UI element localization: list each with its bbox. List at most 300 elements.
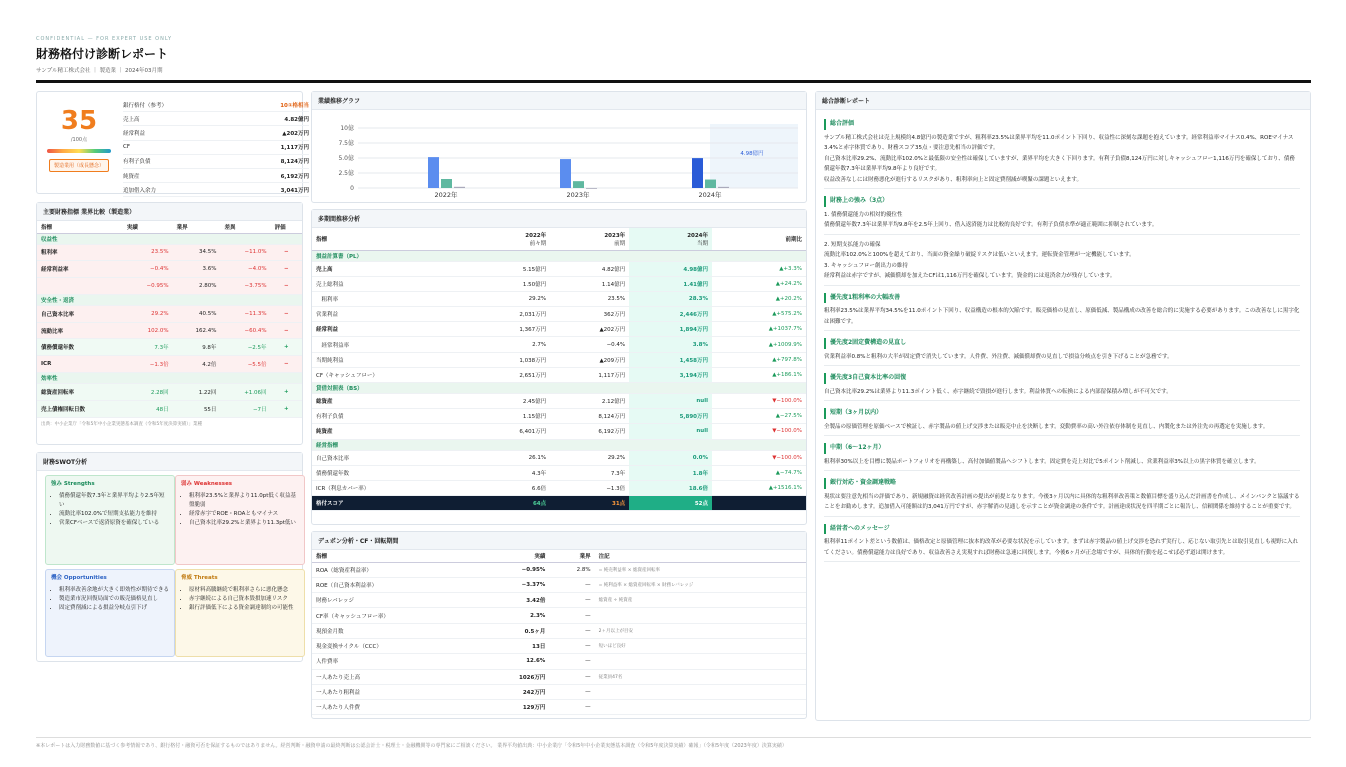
performance-chart-panel — [311, 91, 807, 203]
swot-threats-title: 脅威 Threats — [181, 575, 218, 581]
report-paragraph: 1. 債務償還能力の相対的優位性 — [824, 211, 903, 218]
table-cell: 財務レバレッジ — [312, 593, 479, 608]
report-section — [824, 196, 1300, 235]
table-cell: −2.5年 — [220, 339, 270, 356]
column-header: 業界 — [549, 550, 594, 562]
panel-title: 財務SWOT分析 — [37, 453, 302, 471]
table-row — [312, 394, 806, 409]
table-cell: 34.5% — [173, 244, 221, 261]
report-paragraph: 現状は要注意先相当の評価であり、新規融資は経営改善計画の提出が前提となります。今後3ヶ月以内に具体的な粗利率改善策と数値目標を盛り込んだ計画書を作成し、メインバンクと協議することをお勧めします。追加借入可能額は約3,041万円ですが、赤字解消の見通しを示すことが資金調達の条件です。計画達成状況を四半期ごとに報告し、信頼関係を維持することが重要です。 — [824, 493, 1300, 510]
swot-panel — [36, 452, 303, 662]
table-cell: −11.3% — [220, 305, 270, 322]
table-cell: 粗利率 — [312, 291, 471, 306]
metric-label: CF — [123, 144, 131, 151]
table-row — [312, 367, 806, 382]
panel-title: デュポン分析・CF・回転期間 — [312, 532, 806, 550]
section-label: 損益計算書（PL） — [312, 250, 806, 261]
metric-value: 3,041万円 — [280, 187, 309, 194]
table-row — [37, 294, 302, 305]
swot-opportunities-list — [51, 586, 169, 613]
page-title: 財務格付け診断レポート — [36, 47, 169, 61]
table-row — [312, 654, 806, 669]
table-cell: 5,890万円 — [629, 409, 712, 424]
report-section-title: 中期（6〜12ヶ月） — [824, 443, 1300, 454]
table-cell: 自己資本比率 — [37, 305, 123, 322]
table-cell: 4.3年 — [471, 465, 550, 480]
table-cell: 営業利益 — [312, 307, 471, 322]
header-year: 2023年 — [604, 232, 626, 239]
bar — [560, 159, 571, 188]
column-header: 実績 — [123, 221, 173, 233]
table-cell: −4.0% — [220, 261, 270, 278]
table-row — [312, 250, 806, 261]
header-year: 2024年 — [687, 232, 708, 239]
table-cell: ▲209万円 — [550, 352, 629, 367]
table-row — [37, 244, 302, 261]
report-section-title: 経営者へのメッセージ — [824, 524, 1300, 535]
column-header — [550, 228, 629, 250]
table-cell: −1.3倍 — [123, 356, 173, 373]
table-cell: null — [629, 424, 712, 439]
metric-value: ▲202万円 — [282, 130, 309, 137]
table-cell: — — [549, 593, 594, 608]
table-row — [37, 233, 302, 244]
y-tick-label: 2.5億 — [338, 170, 354, 177]
header-period: 前々期 — [529, 240, 547, 247]
table-cell: 6,192万円 — [550, 424, 629, 439]
table-cell: 23.5% — [550, 291, 629, 306]
report-paragraph: 全製品の原価管理を原価ベースで検証し、赤字製品の値上げ交渉または販売中止を決断します。変動費率の高い外注依存体制を見直し、内製化または外注先の再選定を実施します。 — [824, 423, 1269, 430]
table-row — [312, 684, 806, 699]
table-cell: 2.3% — [479, 608, 550, 623]
table-row — [312, 623, 806, 638]
table-cell: — — [549, 654, 594, 669]
table-row — [312, 450, 806, 465]
table-cell: 52点 — [629, 496, 712, 511]
table-cell: −0.95% — [123, 278, 173, 295]
report-section — [824, 524, 1300, 563]
report-paragraph: 2. 短期支払能力の確保 — [824, 241, 881, 248]
table-cell — [595, 700, 806, 715]
dupont-panel — [311, 531, 807, 719]
column-header: 差異 — [220, 221, 270, 233]
column-header — [471, 228, 550, 250]
table-cell: 1.15億円 — [471, 409, 550, 424]
confidential-label: CONFIDENTIAL — FOR EXPERT USE ONLY — [36, 36, 173, 42]
table-cell: 2.45億円 — [471, 394, 550, 409]
table-cell: — — [549, 577, 594, 592]
table-cell: 1,458万円 — [629, 352, 712, 367]
metric-value: 8,124万円 — [280, 159, 309, 166]
table-row — [37, 356, 302, 373]
swot-item: • 原材料高騰継続で粗利率さらに悪化懸念 — [189, 586, 299, 595]
score-value: 35 — [60, 106, 98, 136]
swot-item: • 粗利率23.5%と業界より11.0pt低く収益基盤脆弱 — [189, 492, 299, 510]
panel-title: 多期間推移分析 — [312, 210, 806, 228]
table-cell: null — [629, 394, 712, 409]
report-header — [36, 36, 1311, 74]
metric-label: 追加借入余力 — [123, 187, 157, 194]
report-section — [824, 478, 1300, 517]
column-header: 業界 — [173, 221, 221, 233]
table-cell: 102.0% — [123, 322, 173, 339]
table-row — [312, 409, 806, 424]
swot-item: • 自己資本比率29.2%と業界より11.3pt低い — [189, 519, 299, 528]
table-cell: 2.80% — [173, 278, 221, 295]
report-paragraph: 自己資本比率29.2%は業界より11.3ポイント低く、赤字継続で毀損が進行します。利益体質への転換による内部留保積み増しが不可欠です。 — [824, 388, 1172, 395]
report-section — [824, 235, 1300, 286]
section-label: 経営指標 — [312, 439, 806, 450]
panel-title: 総合診断レポート — [816, 92, 1310, 110]
table-cell: ICR（利息カバー率） — [312, 480, 471, 495]
metric-label: 有利子負債 — [123, 159, 151, 166]
swot-item: • 営業CFベースで返済原資を確保している — [59, 519, 169, 528]
table-cell: 8,124万円 — [550, 409, 629, 424]
table-cell — [595, 608, 806, 623]
metric-value: 4.82億円 — [284, 116, 309, 123]
table-row — [37, 322, 302, 339]
table-cell: −0.4% — [123, 261, 173, 278]
swot-item: • 粗利率改善余地が大きく即効性が期待できる — [59, 586, 169, 595]
table-cell — [595, 684, 806, 699]
header-period: 当期 — [696, 240, 708, 247]
table-cell: 総資産 ÷ 純資産 — [595, 593, 806, 608]
table-cell: 債務償還年数 — [37, 339, 123, 356]
table-row — [312, 337, 806, 352]
header-period: 前期 — [614, 240, 626, 247]
table-cell: 3,194万円 — [629, 367, 712, 382]
swot-strengths — [45, 475, 175, 565]
table-cell: 一人あたり人件費 — [312, 700, 479, 715]
table-cell: — — [549, 608, 594, 623]
table-cell: 1.50億円 — [471, 276, 550, 291]
y-tick-label: 7.5億 — [338, 140, 354, 147]
table-cell: −3.37% — [479, 577, 550, 592]
table-cell: 1,367万円 — [471, 322, 550, 337]
table-row — [37, 305, 302, 322]
table-cell: 流動比率 — [37, 322, 123, 339]
table-cell: 1026万円 — [479, 669, 550, 684]
table-cell: 4.98億円 — [629, 261, 712, 276]
table-cell: 債務償還年数 — [312, 465, 471, 480]
footer-disclaimer: ※本レポートは入力財務数値に基づく参考情報であり、銀行格付・融資可否を保証するものではありません。経営判断・融資申請の最終判断は公認会計士・税理士・金融機関等の専門家にご相談ください。 業界平均値出典：中小企業庁「令和5年中小企業実態基本調査（令和5年度決算実績）確報」（令和5年度（2023年度）決算実績） — [36, 737, 1311, 749]
score-metric-row — [123, 141, 309, 155]
table-cell: ROA（総資産利益率） — [312, 562, 479, 577]
bar — [573, 181, 584, 188]
table-row — [312, 638, 806, 653]
table-cell: 1.41億円 — [629, 276, 712, 291]
report-section — [824, 119, 1300, 189]
table-cell: − — [271, 305, 302, 322]
table-cell: — — [549, 669, 594, 684]
table-row — [312, 577, 806, 592]
table-cell: − — [271, 261, 302, 278]
score-metric-row — [123, 155, 309, 169]
table-cell: 29.2% — [550, 450, 629, 465]
report-paragraph: 債務償還年数7.3年は業界平均9.8年を2.5年上回り、借入返済能力は比較的良好です。有利子負債水準が適正範囲に抑制されています。 — [824, 222, 1158, 228]
table-cell: 4.2倍 — [173, 356, 221, 373]
swot-threats-list — [181, 586, 299, 613]
table-cell: 格付スコア — [312, 496, 471, 511]
report-section-title: 優先度2固定費構造の見直し — [824, 338, 1300, 349]
table-cell: 7.3年 — [123, 339, 173, 356]
table-cell: ICR — [37, 356, 123, 373]
table-cell: 粗利率 — [37, 244, 123, 261]
swot-strengths-list — [51, 492, 169, 528]
table-cell: 売上総利益 — [312, 276, 471, 291]
report-section — [824, 443, 1300, 471]
column-header — [629, 228, 712, 250]
swot-item: • 流動比率102.0%で短期支払能力を維持 — [59, 510, 169, 519]
table-cell: CF（キャッシュフロー） — [312, 367, 471, 382]
table-cell: 362万円 — [550, 307, 629, 322]
table-cell: −0.4% — [550, 337, 629, 352]
table-cell: 売上債権回転日数 — [37, 400, 123, 417]
report-section-title: 短期（3ヶ月以内） — [824, 408, 1300, 419]
swot-weaknesses — [175, 475, 305, 565]
swot-opportunities-title: 機会 Opportunities — [51, 575, 107, 581]
chart-title: 業績推移グラフ — [312, 92, 806, 110]
bar — [454, 187, 465, 188]
header-year: 前期比 — [785, 236, 802, 243]
score-metric-row — [123, 169, 309, 183]
table-cell: = 純利益率 × 総資産回転率 × 財務レバレッジ — [595, 577, 806, 592]
table-cell: 129万円 — [479, 700, 550, 715]
section-label: 効率性 — [37, 373, 302, 384]
header-rule — [36, 80, 1311, 83]
table-row — [37, 400, 302, 417]
column-header: 実績 — [479, 550, 550, 562]
x-tick-label: 2023年 — [566, 191, 590, 199]
dupont-table — [312, 550, 806, 715]
table-cell: ▲+24.2% — [712, 276, 806, 291]
swot-opportunities — [45, 569, 175, 657]
diagnosis-report-panel — [815, 91, 1311, 721]
table-cell: 自己資本比率 — [312, 450, 471, 465]
table-cell: −0.95% — [479, 562, 550, 577]
table-cell: — — [549, 684, 594, 699]
table-cell: 人件費率 — [312, 654, 479, 669]
report-paragraph: 収益改善なしには財務悪化が進行するリスクがあり、粗利率向上と固定費削減が喫緊の課題といえます。 — [824, 176, 1082, 183]
table-row — [312, 352, 806, 367]
table-cell: ▲+797.8% — [712, 352, 806, 367]
table-cell: CF率（キャッシュフロー率） — [312, 608, 479, 623]
table-cell: ▲+186.1% — [712, 367, 806, 382]
table-cell: + — [271, 339, 302, 356]
table-row — [312, 465, 806, 480]
report-paragraph: 粗利率23.5%は業界平均34.5%を11.0ポイント下回り、収益構造の根本的欠陥です。販売価格の見直し、原価低減、製品構成の改善を総合的に実施する必要があります。この改善なしに黒字化は困難です。 — [824, 308, 1300, 325]
table-cell: 一人あたり粗利益 — [312, 684, 479, 699]
bar — [428, 157, 439, 188]
table-cell: 7.3年 — [550, 465, 629, 480]
swot-weaknesses-title: 弱み Weaknesses — [181, 481, 233, 487]
data-annotation: 4.98億円 — [740, 151, 764, 158]
table-row — [312, 276, 806, 291]
table-cell: 40.5% — [173, 305, 221, 322]
table-cell: 経常利益 — [312, 322, 471, 337]
panel-title: 主要財務指標 業界比較（製造業） — [37, 203, 302, 221]
bar — [586, 188, 597, 189]
table-cell: 1,038万円 — [471, 352, 550, 367]
table-cell: 18.6倍 — [629, 480, 712, 495]
report-section — [824, 338, 1300, 366]
column-header: 指標 — [37, 221, 123, 233]
table-cell: −60.4% — [220, 322, 270, 339]
table-cell: 2.7% — [471, 337, 550, 352]
report-section-title: 銀行対応・資金調達戦略 — [824, 478, 1300, 489]
table-row — [312, 261, 806, 276]
report-section — [824, 373, 1300, 401]
table-cell: 2.28回 — [123, 384, 173, 401]
metric-label: 銀行格付（参考） — [123, 102, 168, 109]
table-cell: −3.75% — [220, 278, 270, 295]
score-metric-row — [123, 183, 309, 197]
multi-period-table — [312, 228, 806, 511]
table-cell: ▲+1037.7% — [712, 322, 806, 337]
y-tick-label: 0 — [350, 185, 354, 192]
table-row — [37, 261, 302, 278]
y-tick-label: 5.0億 — [338, 155, 354, 162]
score-box — [43, 106, 115, 172]
table-cell: 0.5ヶ月 — [479, 623, 550, 638]
report-section — [824, 408, 1300, 436]
table-cell: ▲−27.5% — [712, 409, 806, 424]
table-cell: 売上高 — [312, 261, 471, 276]
table-cell: +1.06回 — [220, 384, 270, 401]
table-row — [312, 383, 806, 394]
swot-item: • 銀行評価低下による資金調達制約の可能性 — [189, 604, 299, 613]
table-cell: ▼−100.0% — [712, 424, 806, 439]
score-unit: /100点 — [70, 137, 88, 143]
industry-comparison-panel — [36, 202, 303, 445]
table-cell: 242万円 — [479, 684, 550, 699]
bar — [441, 179, 452, 188]
company-subtitle: サンプル精工株式会社 ｜ 製造業 ｜ 2024年03月期 — [36, 68, 163, 74]
table-cell: −7日 — [220, 400, 270, 417]
table-row — [312, 562, 806, 577]
table-cell: ROE（自己資本利益率） — [312, 577, 479, 592]
table-cell: + — [271, 384, 302, 401]
table-cell: ▼−100.0% — [712, 450, 806, 465]
table-cell: −5.5倍 — [220, 356, 270, 373]
table-cell: 現預金月数 — [312, 623, 479, 638]
report-section-title: 財務上の強み（3点） — [824, 196, 1300, 207]
report-paragraph: 粗利率11ポイント差という数値は、価格改定と原価管理に抜本的改革が必要な状況を示しています。まずは赤字製品の値上げ交渉を恐れず実行し、応じない取引先とは取引見直しも視野に入れてください。債務償還能力は良好であり、収益改善さえ実現すれば財務は急速に回復します。今後6ヶ月が正念場ですが、具体的行動を起こせば必ず道は開けます。 — [824, 539, 1299, 556]
report-section-title: 優先度3自己資本比率の回復 — [824, 373, 1300, 384]
table-cell: 23.5% — [123, 244, 173, 261]
table-cell: 5.15億円 — [471, 261, 550, 276]
report-paragraph: 経常利益は赤字ですが、減価償却を加えたCFは1,116万円を確保しています。資金的には返済余力が残存しています。 — [824, 273, 1116, 279]
table-cell: 1,894万円 — [629, 322, 712, 337]
table-row — [312, 669, 806, 684]
table-cell: 3.42倍 — [479, 593, 550, 608]
table-cell: 従業員47名 — [595, 669, 806, 684]
table-cell: 純資産 — [312, 424, 471, 439]
swot-item: • 債務償還年数7.3年と業界平均より2.5年短い — [59, 492, 169, 510]
metric-label: 純資産 — [123, 173, 140, 180]
table-cell: ▼−100.0% — [712, 394, 806, 409]
metric-label: 経常利益 — [123, 130, 146, 137]
report-section-title: 総合評価 — [824, 119, 1300, 130]
table-row — [312, 424, 806, 439]
table-row — [37, 373, 302, 384]
metric-value: 1,117万円 — [280, 145, 309, 152]
table-cell: 0.0% — [629, 450, 712, 465]
table-cell: 1.22回 — [173, 384, 221, 401]
score-metric-row — [123, 98, 309, 112]
section-label: 安全性・返済 — [37, 294, 302, 305]
table-row — [37, 384, 302, 401]
table-cell: − — [271, 356, 302, 373]
table-cell: 短いほど良好 — [595, 638, 806, 653]
table-cell: 48日 — [123, 400, 173, 417]
metric-label: 売上高 — [123, 116, 140, 123]
table-cell: ▲202万円 — [550, 322, 629, 337]
section-label: 収益性 — [37, 233, 302, 244]
table-cell: — — [549, 700, 594, 715]
y-tick-label: 10億 — [340, 125, 354, 132]
table-cell: 2.12億円 — [550, 394, 629, 409]
table-cell: 28.3% — [629, 291, 712, 306]
swot-threats — [175, 569, 305, 657]
column-header: 評価 — [271, 221, 302, 233]
table-cell: 13日 — [479, 638, 550, 653]
table-cell: ▲+1009.9% — [712, 337, 806, 352]
table-cell — [37, 278, 123, 295]
table-cell: 4.82億円 — [550, 261, 629, 276]
x-tick-label: 2022年 — [434, 191, 458, 199]
table-cell: 有利子負債 — [312, 409, 471, 424]
swot-item: • 固定費削減による損益分岐点引下げ — [59, 604, 169, 613]
table-cell: 2ヶ月以上が目安 — [595, 623, 806, 638]
table-cell: 6.6倍 — [471, 480, 550, 495]
table-row — [312, 593, 806, 608]
table-cell: ▲+575.2% — [712, 307, 806, 322]
table-cell: 64点 — [471, 496, 550, 511]
source-note: 出典：中小企業庁「令和5年中小企業実態基本調査（令和5年度決算実績）」業種 — [41, 421, 202, 427]
table-cell: 162.4% — [173, 322, 221, 339]
table-cell: 12.6% — [479, 654, 550, 669]
column-header: 指標 — [312, 550, 479, 562]
table-row — [312, 291, 806, 306]
table-cell: + — [271, 400, 302, 417]
comparison-table — [37, 221, 302, 418]
table-cell: 6,401万円 — [471, 424, 550, 439]
table-cell: −11.0% — [220, 244, 270, 261]
table-cell: −1.3倍 — [550, 480, 629, 495]
report-paragraph: 流動比率102.0%と100%を超えており、当面の資金繰り破綻リスクは低いといえます。運転資金管理が一定機能しています。 — [824, 252, 1135, 258]
table-cell: 総資産回転率 — [37, 384, 123, 401]
table-cell: 1,117万円 — [550, 367, 629, 382]
table-cell: 現金変換サイクル（CCC） — [312, 638, 479, 653]
table-cell: 31点 — [550, 496, 629, 511]
score-panel — [36, 91, 309, 194]
table-cell: 当期純利益 — [312, 352, 471, 367]
column-header — [312, 228, 471, 250]
table-cell: — — [549, 623, 594, 638]
table-cell: 2,651万円 — [471, 367, 550, 382]
table-cell: 経常利益率 — [37, 261, 123, 278]
score-metric-row — [123, 112, 309, 126]
table-row — [312, 496, 806, 511]
x-tick-label: 2024年 — [698, 191, 722, 199]
table-cell: 29.2% — [471, 291, 550, 306]
section-label: 貸借対照表（BS） — [312, 383, 806, 394]
table-row — [312, 480, 806, 495]
report-section-title: 優先度1粗利率の大幅改善 — [824, 293, 1300, 304]
table-cell: ▲+1516.1% — [712, 480, 806, 495]
table-cell: 1.8年 — [629, 465, 712, 480]
